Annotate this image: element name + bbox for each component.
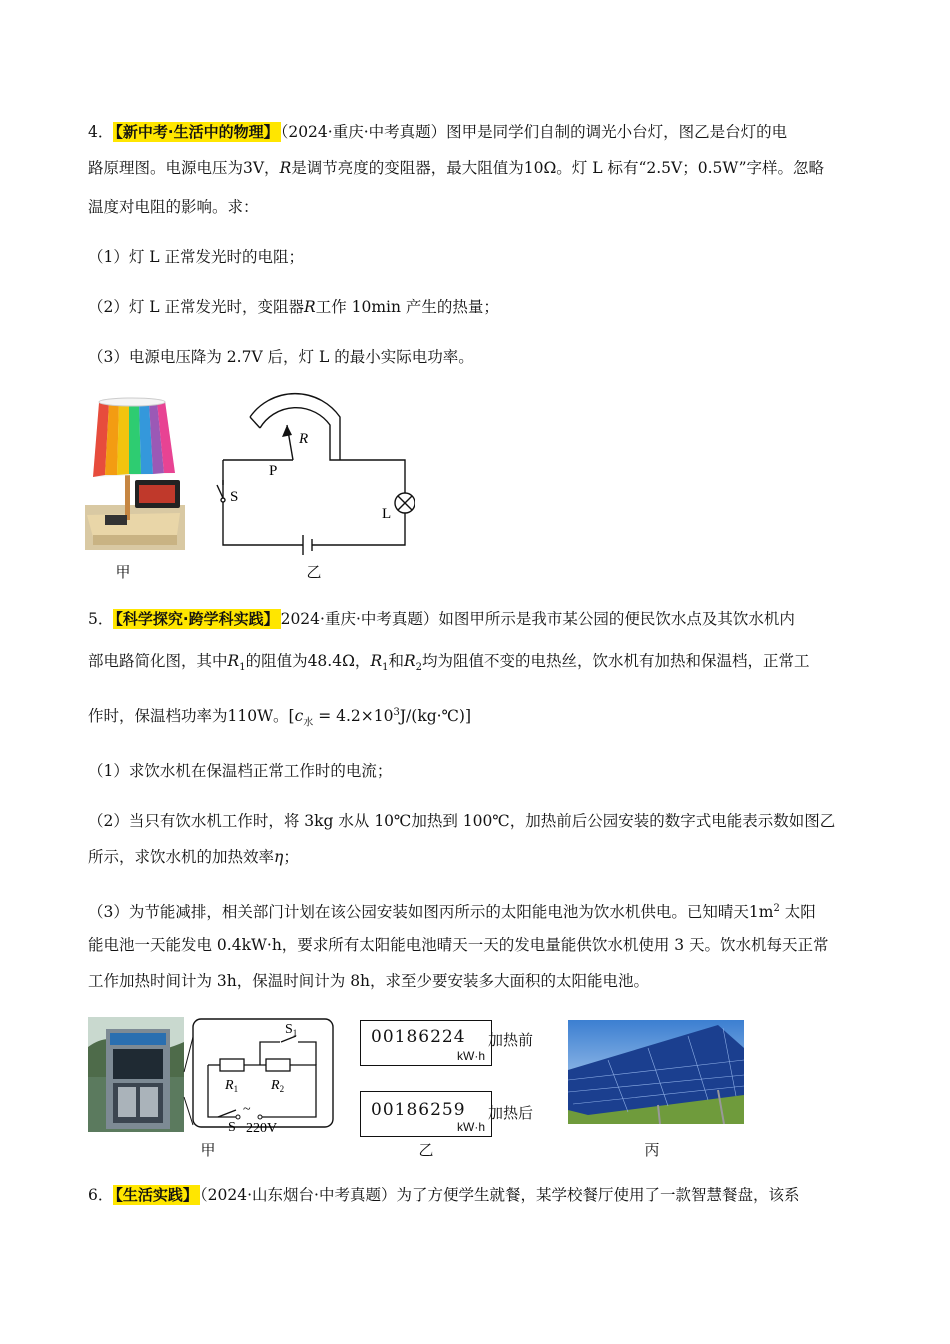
q6-line-1: 6． 【生活实践】 （2024·山东烟台·中考真题）为了方便学生就餐，某学校餐厅使用了一款智慧餐盘，该系 [88,1186,800,1204]
q5-fig-b-caption: 乙 [418,1141,434,1159]
q5-meter-after [360,1091,492,1137]
q5-dispenser-figure [88,1017,338,1132]
q4-circuit-diagram [215,385,415,555]
q4-label-r: R [299,431,309,447]
q5-sub-2-line-2: 所示，求饮水机的加热效率η； [88,848,299,866]
meter-before-reading: 00186224 [371,1027,466,1047]
q4-sub-3: （3）电源电压降为 2.7V 后，灯 L 的最小实际电功率。 [88,348,474,366]
q4-sub-2: （2）灯 L 正常发光时，变阻器R工作 10min 产生的热量； [88,298,499,316]
q5-label-s1: $S_1$ [285,1022,298,1038]
q5-solar-panel-photo [568,1020,744,1124]
q5-label-s: S [228,1120,236,1132]
q4-label-p: P [269,463,278,479]
q4-label-l: L [382,506,392,522]
q5-line-1: 5． 【科学探究·跨学科实践】 2024·重庆·中考真题）如图甲所示是我市某公园的便民饮水点及其饮水机内 [88,610,795,628]
q5-line-2: 部电路简化图，其中$R_1$的阻值为48.4Ω，$R_1$和$R_2$均为阻值不变的电热丝，饮水机有加热和保温档，正常工 [88,652,810,674]
q5-meter-before [360,1020,492,1066]
q5-sub-3-line-3: 工作加热时间计为 3h，保温时间计为 8h，求至少要安装多大面积的太阳能电池。 [88,972,650,990]
meter-before-unit: kW·h [457,1049,485,1063]
q4-line-3: 温度对电阻的影响。求： [88,198,259,216]
q4-line-1: 4． 【新中考·生活中的物理】 （2024·重庆·中考真题）图甲是同学们自制的调光小台灯，图乙是台灯的电 [88,123,788,141]
q5-label-tilde: ~ [243,1102,251,1117]
q5-fig-c-caption: 丙 [644,1141,660,1159]
q4-lamp-photo [85,395,185,555]
q4-sub-1: （1）灯 L 正常发光时的电阻； [88,248,305,266]
q4-tag: 【新中考·生活中的物理】 [115,123,279,141]
q5-meter-after-label: 加热后 [488,1104,534,1122]
q5-label-r2: $R_2$ [271,1078,285,1094]
q6-tag: 【生活实践】 [115,1186,198,1204]
meter-after-reading: 00186259 [371,1100,466,1120]
q5-sub-1: （1）求饮水机在保温档正常工作时的电流； [88,762,393,780]
q5-sub-2-line-1: （2）当只有饮水机工作时，将 3kg 水从 10℃加热到 100℃，加热前后公园安装的数字式电能表示数如图乙 [88,812,836,830]
q5-meter-before-label: 加热前 [488,1031,534,1049]
q5-sub-3-line-1: （3）为节能减排，相关部门计划在该公园安装如图丙所示的太阳能电池为饮水机供电。已知晴天$1m^2$ 太阳 [88,903,816,922]
meter-after-unit: kW·h [457,1120,485,1134]
q5-label-r1: $R_1$ [225,1078,239,1094]
q5-sub-3-line-2: 能电池一天能发电 0.4kW·h，要求所有太阳能电池晴天一天的发电量能供饮水机使用 3 天。饮水机每天正常 [88,936,829,954]
q5-line-3: 作时，保温档功率为110W。[$c_水$ = $4.2\times 10^3J/(kg\cdot℃)$] [88,707,472,729]
q4-fig-a-caption: 甲 [115,563,131,581]
q5-label-voltage: 220V [246,1121,278,1132]
q4-fig-b-caption: 乙 [306,563,322,581]
q4-line-2: 路原理图。电源电压为3V，R是调节亮度的变阻器，最大阻值为10Ω。灯 L 标有“2.5V；0.5W”字样。忽略 [88,159,825,177]
q4-label-s: S [230,489,239,505]
q5-tag: 【科学探究·跨学科实践】 [115,610,279,628]
q5-fig-a-caption: 甲 [200,1141,216,1159]
